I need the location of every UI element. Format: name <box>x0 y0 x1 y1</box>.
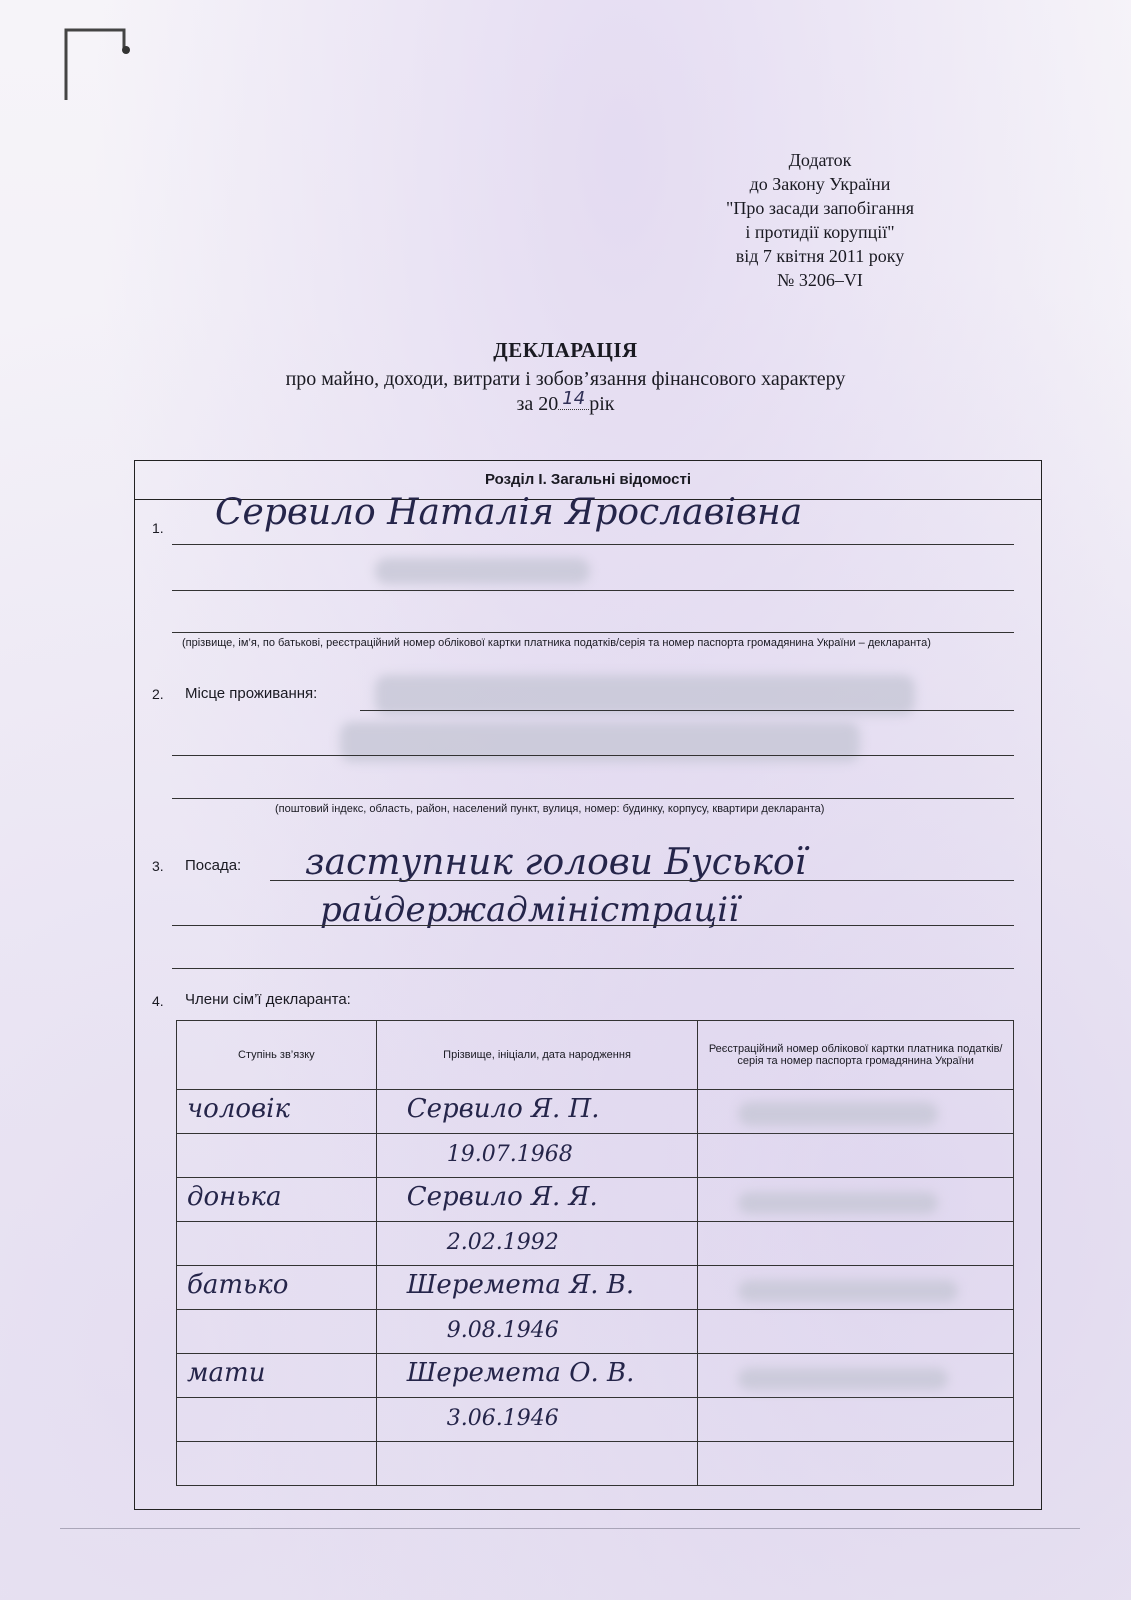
birthdate-cell: 3.06.1946 <box>446 1406 559 1431</box>
birthdate-cell: 19.07.1968 <box>446 1142 573 1167</box>
rule-line <box>172 798 1014 799</box>
redacted-address <box>375 675 915 715</box>
redacted-tax-id <box>738 1368 948 1390</box>
relation-cell: чоловік <box>187 1094 291 1124</box>
table-row <box>177 1178 1014 1222</box>
position-handwritten-line2: райдержадміністрації <box>320 890 739 930</box>
position-handwritten-line1: заступник голови Буської <box>305 842 807 883</box>
table-row <box>177 1310 1014 1354</box>
law-line: і протидії корупції" <box>745 222 895 242</box>
item2-caption: (поштовий індекс, область, район, населений пункт, вулиця, номер: будинку, корпусу, квартири декларанта) <box>275 803 825 815</box>
redacted-tax-id <box>738 1192 938 1214</box>
full-name-handwritten: Сервило Наталія Ярославівна <box>215 492 803 533</box>
rule-line <box>172 544 1014 545</box>
birthdate-cell: 9.08.1946 <box>446 1318 559 1343</box>
rule-line <box>172 968 1014 969</box>
staple-mark <box>58 20 138 110</box>
relation-cell: батько <box>187 1270 289 1300</box>
declaration-year <box>0 388 1131 416</box>
table-row <box>177 1090 1014 1134</box>
page-bottom-line <box>60 1528 1080 1529</box>
declaration-subtitle: про майно, доходи, витрати і зобов’язання фінансового характеру <box>285 368 846 390</box>
family-members-table <box>176 1020 1014 1486</box>
birthdate-cell: 2.02.1992 <box>446 1230 559 1255</box>
table-row <box>177 1354 1014 1398</box>
law-line: до Закону України <box>749 174 891 194</box>
redacted-field <box>375 558 590 584</box>
redacted-address <box>340 722 860 762</box>
law-line: № 3206–VI <box>777 270 863 290</box>
name-cell: Шеремета Я. В. <box>406 1270 635 1300</box>
table-row <box>177 1134 1014 1178</box>
table-row <box>177 1266 1014 1310</box>
section-title: Розділ І. Загальні відомості <box>135 461 1041 500</box>
year-prefix: за 20 <box>516 393 559 415</box>
rule-line <box>172 755 1014 756</box>
item1-number: 1. <box>152 520 164 536</box>
item2-number: 2. <box>152 686 164 702</box>
header-relation: Ступінь зв’язку <box>177 1021 377 1090</box>
name-cell: Сервило Я. Я. <box>406 1182 598 1212</box>
name-cell: Шеремета О. В. <box>406 1358 635 1388</box>
rule-line <box>172 925 1014 926</box>
rule-line <box>360 710 1014 711</box>
table-header-row <box>177 1021 1014 1090</box>
item3-number: 3. <box>152 858 164 874</box>
item2-label: Місце проживання: <box>185 685 318 702</box>
year-suffix: рік <box>589 393 615 415</box>
law-line: Додаток <box>788 150 852 170</box>
rule-line <box>172 590 1014 591</box>
law-line: "Про засади запобігання <box>725 198 914 218</box>
rule-line <box>270 880 1014 881</box>
relation-cell: мати <box>187 1358 266 1388</box>
rule-line <box>172 632 1014 633</box>
item3-label: Посада: <box>185 857 242 874</box>
table-row <box>177 1398 1014 1442</box>
item1-caption: (прізвище, ім’я, по батькові, реєстраційний номер облікової картки платника податків/серія та номер паспорта громадянина України – декларанта) <box>182 637 931 649</box>
year-handwritten: 14 <box>558 388 589 410</box>
law-reference <box>700 148 940 292</box>
table-row <box>177 1442 1014 1486</box>
law-line: від 7 квітня 2011 року <box>735 246 905 266</box>
redacted-tax-id <box>738 1280 958 1302</box>
table-row <box>177 1222 1014 1266</box>
item4-number: 4. <box>152 993 164 1009</box>
item4-label: Члени сім’ї декларанта: <box>185 991 351 1008</box>
header-name-birth: Прізвище, ініціали, дата народження <box>376 1021 698 1090</box>
name-cell: Сервило Я. П. <box>406 1094 600 1124</box>
relation-cell: донька <box>187 1182 282 1212</box>
header-tax-id: Реєстраційний номер облікової картки платника податків/ серія та номер паспорта громадянина України <box>698 1021 1014 1090</box>
declaration-title: ДЕКЛАРАЦІЯ <box>493 338 638 362</box>
redacted-tax-id <box>738 1102 938 1126</box>
